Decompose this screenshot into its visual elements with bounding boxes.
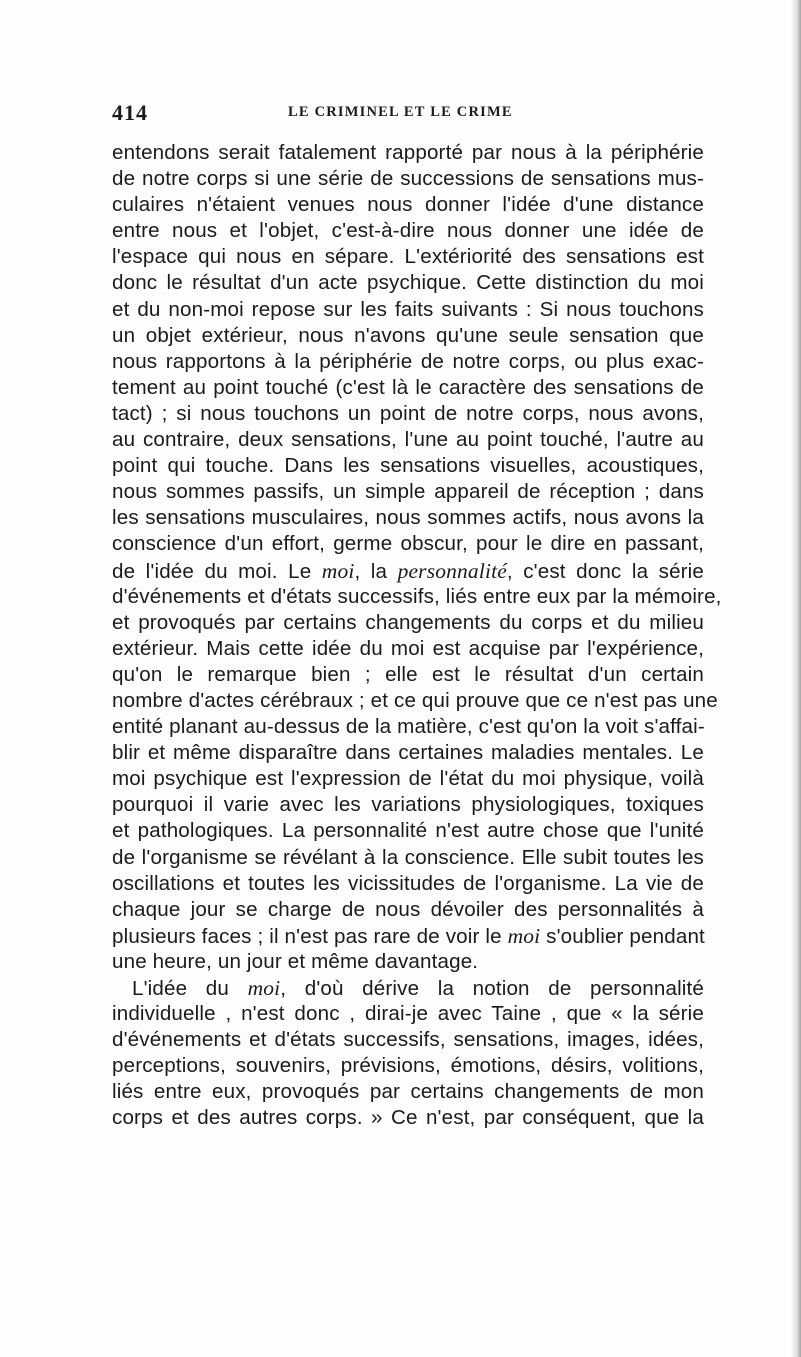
italic-word: moi	[247, 976, 281, 1000]
text-line: d'événements et d'états successifs, sensations, images, idées,	[112, 1028, 704, 1052]
text-line: entre nous et l'objet, c'est-à-dire nous donner une idée de	[112, 219, 704, 243]
text-line: qu'on le remarque bien ; elle est le résultat d'un certain	[112, 662, 704, 686]
text-line: une heure, un jour et même davantage.	[112, 949, 479, 973]
text-line: perceptions, souvenirs, prévisions, émotions, désirs, volitions,	[112, 1054, 704, 1078]
text-line: au contraire, deux sensations, l'une au point touché, l'autre au	[112, 428, 704, 452]
text-line: entité planant au-dessus de la matière, c'est qu'on la voit s'affai-	[112, 715, 705, 739]
text-line: pourquoi il varie avec les variations physiologiques, toxiques	[112, 793, 704, 817]
text-line: nous rapportons à la périphérie de notre corps, ou plus exac-	[112, 349, 704, 373]
text-line: conscience d'un effort, germe obscur, pour le dire en passant,	[112, 532, 704, 556]
text-line: et pathologiques. La personnalité n'est autre chose que l'unité	[112, 819, 704, 843]
text-line: de l'organisme se révélant à la conscience. Elle subit toutes les	[112, 845, 704, 869]
text-line: oscillations et toutes les vicissitudes de l'organisme. La vie de	[112, 871, 704, 895]
text-line: de notre corps si une série de successions de sensations mus-	[112, 167, 704, 191]
text-line: chaque jour se charge de nous dévoiler des personnalités à	[112, 897, 704, 921]
text-line: les sensations musculaires, nous sommes actifs, nous avons la	[112, 506, 704, 530]
text-line: plusieurs faces ; il n'est pas rare de voir le moi s'oublier pendant	[112, 923, 705, 948]
text-line: tement au point touché (c'est là le caractère des sensations de	[112, 375, 704, 399]
italic-word: moi	[507, 923, 541, 948]
italic-word: personnalité	[397, 558, 507, 583]
text-line: de l'idée du moi. Le moi, la personnalité, c'est donc la série	[112, 558, 705, 583]
text-line: et du non-moi repose sur les faits suivants : Si nous touchons	[112, 297, 704, 321]
text-line: tact) ; si nous touchons un point de notre corps, nous avons,	[112, 401, 704, 425]
body-text	[112, 140, 722, 1132]
text-line: culaires n'étaient venues nous donner l'idée d'une distance	[112, 193, 704, 217]
text-line: donc le résultat d'un acte psychique. Cette distinction du moi	[112, 271, 704, 295]
text-line: un objet extérieur, nous n'avons qu'une seule sensation que	[112, 323, 704, 347]
text-line: individuelle , n'est donc , dirai-je avec Taine , que « la série	[112, 1002, 704, 1026]
page-edge-shadow	[791, 0, 801, 1357]
text-line: liés entre eux, provoqués par certains changements de mon	[112, 1080, 704, 1104]
text-line: L'idée du moi, d'où dérive la notion de personnalité	[132, 976, 705, 1000]
text-line: entendons serait fatalement rapporté par nous à la périphérie	[112, 141, 704, 164]
text-line: nombre d'actes cérébraux ; et ce qui prouve que ce n'est pas une	[112, 688, 718, 712]
text-line: blir et même disparaître dans certaines maladies mentales. Le	[112, 741, 704, 765]
running-head	[112, 100, 672, 126]
text-line: d'événements et d'états successifs, liés entre eux par la mémoire,	[112, 584, 722, 608]
text-line: extérieur. Mais cette idée du moi est acquise par l'expérience,	[112, 636, 704, 660]
text-line: et provoqués par certains changements du corps et du milieu	[112, 610, 704, 634]
text-line: point qui touche. Dans les sensations visuelles, acoustiques,	[112, 454, 704, 478]
text-line: moi psychique est l'expression de l'état du moi physique, voilà	[112, 767, 704, 791]
running-title: LE CRIMINEL ET LE CRIME	[288, 104, 513, 120]
text-line: l'espace qui nous en sépare. L'extériorité des sensations est	[112, 245, 704, 269]
italic-word: moi	[321, 558, 355, 583]
page-number: 414	[112, 100, 148, 125]
text-line: corps et des autres corps. » Ce n'est, par conséquent, que la	[112, 1106, 704, 1130]
text-line: nous sommes passifs, un simple appareil de réception ; dans	[112, 480, 704, 504]
